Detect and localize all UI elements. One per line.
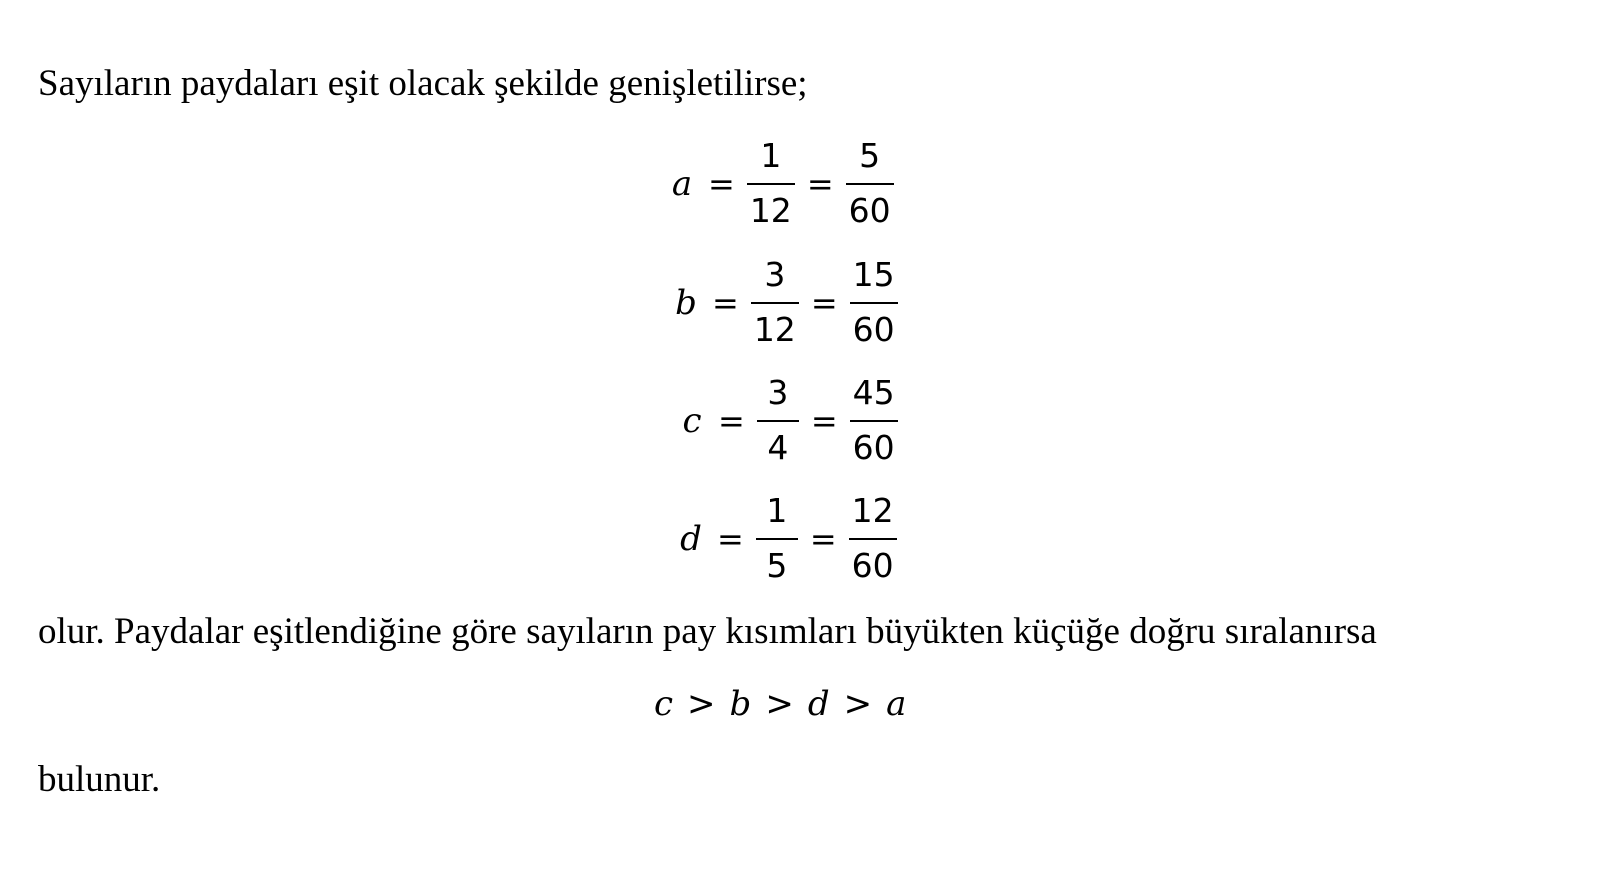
fraction-expanded <box>850 253 898 352</box>
denominator: 60 <box>852 310 895 349</box>
equals-sign: = <box>712 283 739 322</box>
ordering-variable: c <box>654 684 674 724</box>
fraction-bar <box>850 420 898 422</box>
equals-sign: = <box>718 401 745 440</box>
middle-paragraph: olur. Paydalar eşitlendiğine göre sayıların pay kısımları büyükten küçüğe doğru sıralanırsa <box>38 611 1377 652</box>
denominator: 4 <box>767 428 789 467</box>
fraction-bar <box>757 420 799 422</box>
numerator: 3 <box>764 255 786 294</box>
equals-sign: = <box>809 519 837 558</box>
greater-than-sign: > <box>765 684 794 724</box>
intro-paragraph: Sayıların paydaları eşit olacak şekilde genişletilirse; <box>38 63 808 104</box>
numerator: 1 <box>760 136 782 175</box>
fraction-original <box>757 371 799 470</box>
equation-a <box>668 134 894 233</box>
denominator: 60 <box>852 428 895 467</box>
ordering-variable: d <box>807 684 830 724</box>
numerator: 3 <box>767 373 789 412</box>
ordering-variable: b <box>729 684 752 724</box>
equals-sign: = <box>810 401 838 440</box>
outro-paragraph: bulunur. <box>38 759 161 800</box>
variable-d: d <box>680 518 702 559</box>
denominator: 60 <box>848 191 891 230</box>
fraction-bar <box>850 302 898 304</box>
denominator: 5 <box>766 546 788 585</box>
fraction-original <box>756 489 798 588</box>
fraction-bar <box>751 302 799 304</box>
equals-sign: = <box>708 164 735 203</box>
numerator: 12 <box>851 491 894 530</box>
numerator: 15 <box>852 255 895 294</box>
fraction-bar <box>849 538 897 540</box>
fraction-bar <box>756 538 798 540</box>
ordering-variable: a <box>886 684 907 724</box>
fraction-original <box>751 253 799 352</box>
equals-sign: = <box>806 164 834 203</box>
ordering-expression <box>652 684 908 724</box>
equation-c <box>678 371 898 470</box>
numerator: 5 <box>859 136 881 175</box>
fraction-expanded <box>849 489 897 588</box>
variable-a: a <box>671 163 693 204</box>
numerator: 45 <box>852 373 895 412</box>
equation-b <box>672 253 898 352</box>
greater-than-sign: > <box>843 684 873 724</box>
equals-sign: = <box>717 519 744 558</box>
variable-b: b <box>675 282 697 323</box>
numerator: 1 <box>766 491 788 530</box>
fraction-expanded <box>846 134 894 233</box>
denominator: 12 <box>749 191 792 230</box>
denominator: 60 <box>851 546 894 585</box>
fraction-expanded <box>850 371 898 470</box>
fraction-bar <box>747 183 795 185</box>
fraction-original <box>747 134 795 233</box>
equals-sign: = <box>810 283 838 322</box>
equation-d <box>677 489 897 588</box>
greater-than-sign: > <box>687 684 716 724</box>
denominator: 12 <box>753 310 796 349</box>
variable-c: c <box>682 400 702 441</box>
fraction-bar <box>846 183 894 185</box>
